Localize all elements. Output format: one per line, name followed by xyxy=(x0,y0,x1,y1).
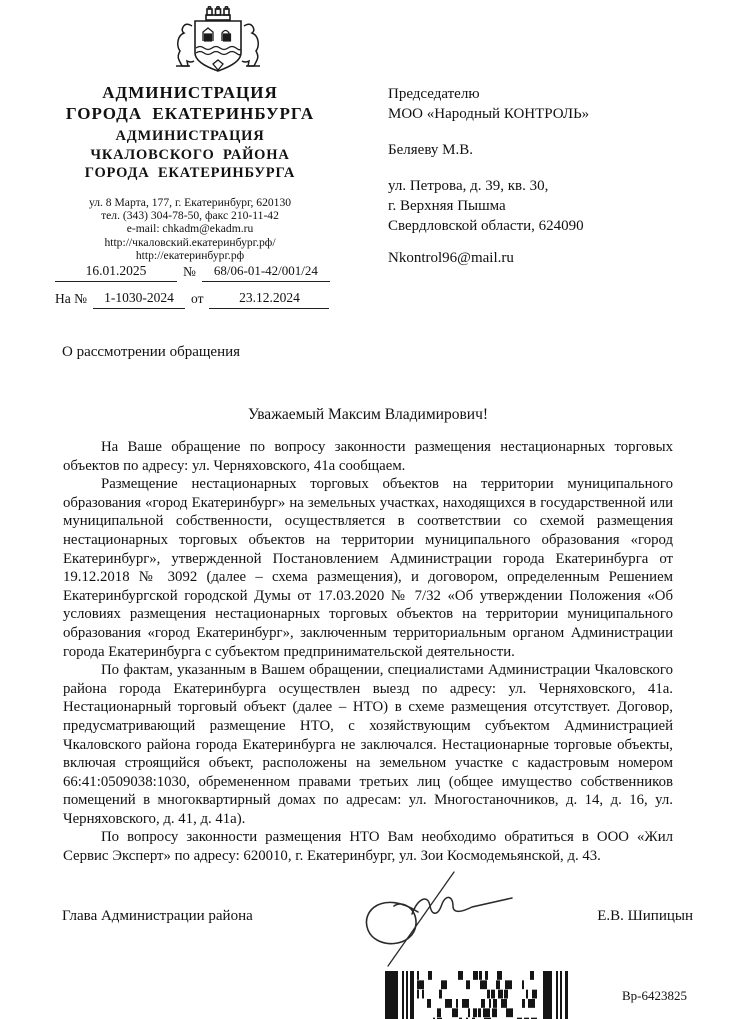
recipient-organization: МОО «Народный КОНТРОЛЬ» xyxy=(388,106,590,122)
signer-name: Е.В. Шипицын xyxy=(597,908,693,924)
requisites-row-outgoing xyxy=(55,263,340,282)
recipient-address-line1: ул. Петрова, д. 39, кв. 30, xyxy=(388,178,549,194)
suborg-line-3: ГОРОДА ЕКАТЕРИНБУРГА xyxy=(84,165,296,181)
recipient-name: Беляеву М.В. xyxy=(388,142,473,158)
sender-email: e-mail: chkadm@ekadm.ru xyxy=(126,222,254,236)
recipient-address-line3: Свердловской области, 624090 xyxy=(388,218,584,234)
document-barcode xyxy=(385,971,571,1019)
signer-position: Глава Администрации района xyxy=(62,908,253,924)
sender-contact-block xyxy=(30,196,350,262)
sender-org-heading xyxy=(30,82,350,124)
incoming-date-field: 23.12.2024 xyxy=(209,290,329,309)
sender-suborg-heading xyxy=(30,127,350,183)
ot-label: от xyxy=(191,291,204,306)
handwritten-signature-icon xyxy=(350,870,530,970)
body-paragraph-1: На Ваше обращение по вопросу законности размещения нестационарных торговых объектов по адресу: ул. Черняховского, 41а сообщаем. xyxy=(63,439,673,474)
suborg-line-1: АДМИНИСТРАЦИЯ xyxy=(115,128,265,144)
org-line-1: АДМИНИСТРАЦИЯ xyxy=(102,83,278,102)
outgoing-date-field: 16.01.2025 xyxy=(55,263,177,282)
recipient-block xyxy=(388,84,718,268)
org-line-2: ГОРОДА ЕКАТЕРИНБУРГА xyxy=(65,104,315,123)
requisites-row-incoming xyxy=(55,290,340,309)
letter-subject: О рассмотрении обращения xyxy=(62,344,241,360)
sender-postal-address: ул. 8 Марта, 177, г. Екатеринбург, 620130 xyxy=(88,196,292,209)
letter-requisites xyxy=(55,263,340,309)
number-sign-label: № xyxy=(183,264,196,279)
outgoing-number-field: 68/06-01-42/001/24 xyxy=(202,263,330,282)
letter-greeting: Уважаемый Максим Владимирович! xyxy=(247,406,489,423)
barcode-registration-number: Вр-6423825 xyxy=(622,988,687,1003)
body-paragraph-2: Размещение нестационарных торговых объектов на территории муниципального образования «город Екатеринбург» на земельных участках, находящихся в государственной или муниципальной собственности, осуществляется в соответствии со схемой размещения нестационарных торговых объектов на территории муниципального образования «город Екатеринбург», утвержденной Постановлением Администрации города Екатеринбурга от 19.12.2018 № 3092 (далее – схема размещения), и договором, определенным Решением Екатеринбургской городской Думы от 17.03.2020 № 7/32 «Об утверждении Положения «Об условиях размещения нестационарных торговых объектов на территории муниципального образования «город Екатеринбург», заключенным территориальным органом Администрации города Екатеринбурга с субъектом предпринимательской деятельности. xyxy=(63,476,673,660)
recipient-email: Nkontrol96@mail.ru xyxy=(388,250,514,266)
pdf417-barcode-icon xyxy=(385,971,571,1019)
letter-body xyxy=(63,438,673,866)
recipient-position: Председателю xyxy=(388,86,480,102)
body-paragraph-4: По вопросу законности размещения НТО Вам необходимо обратиться в ООО «Жил Сервис Эксперт» по адресу: 620010, г. Екатеринбург, ул. Зои Космодемьянской, д. 43. xyxy=(63,829,673,865)
recipient-address-line2: г. Верхняя Пышма xyxy=(388,198,506,214)
sender-phone-fax: тел. (343) 304-78-50, факс 210-11-42 xyxy=(101,209,279,223)
body-paragraph-3: По фактам, указанным в Вашем обращении, специалистами Администрации Чкаловского района города Екатеринбурга осуществлен выезд по адресу: ул. Черняховского, 41а. Нестационарный торговый объект (далее – НТО) в схеме размещения отсутствует. Договор, предусматривающий размещение НТО, с хозяйствующим субъектом Администрацией Чкаловского района города Екатеринбурга не заключался. Нестационарные торговые объекты, включая строящийся объект, расположены на земельном участке с кадастровым номером 66:41:0509038:1030, обремененном правами третьих лиц (общее имущество собственников помещений в многоквартирный домах по адресам: ул. Многостаночников, д. 14, д. 16, ул. Черняховского, д. 41, д. 41а). xyxy=(63,662,673,827)
sender-url-district: http://чкаловский.екатеринбург.рф/ xyxy=(104,235,276,249)
coat-of-arms-icon xyxy=(162,6,274,78)
incoming-number-field: 1-1030-2024 xyxy=(93,290,185,309)
suborg-line-2: ЧКАЛОВСКОГО РАЙОНА xyxy=(90,146,290,163)
na-number-label: На № xyxy=(55,291,87,306)
sender-url-city: http://екатеринбург.рф xyxy=(135,248,245,262)
